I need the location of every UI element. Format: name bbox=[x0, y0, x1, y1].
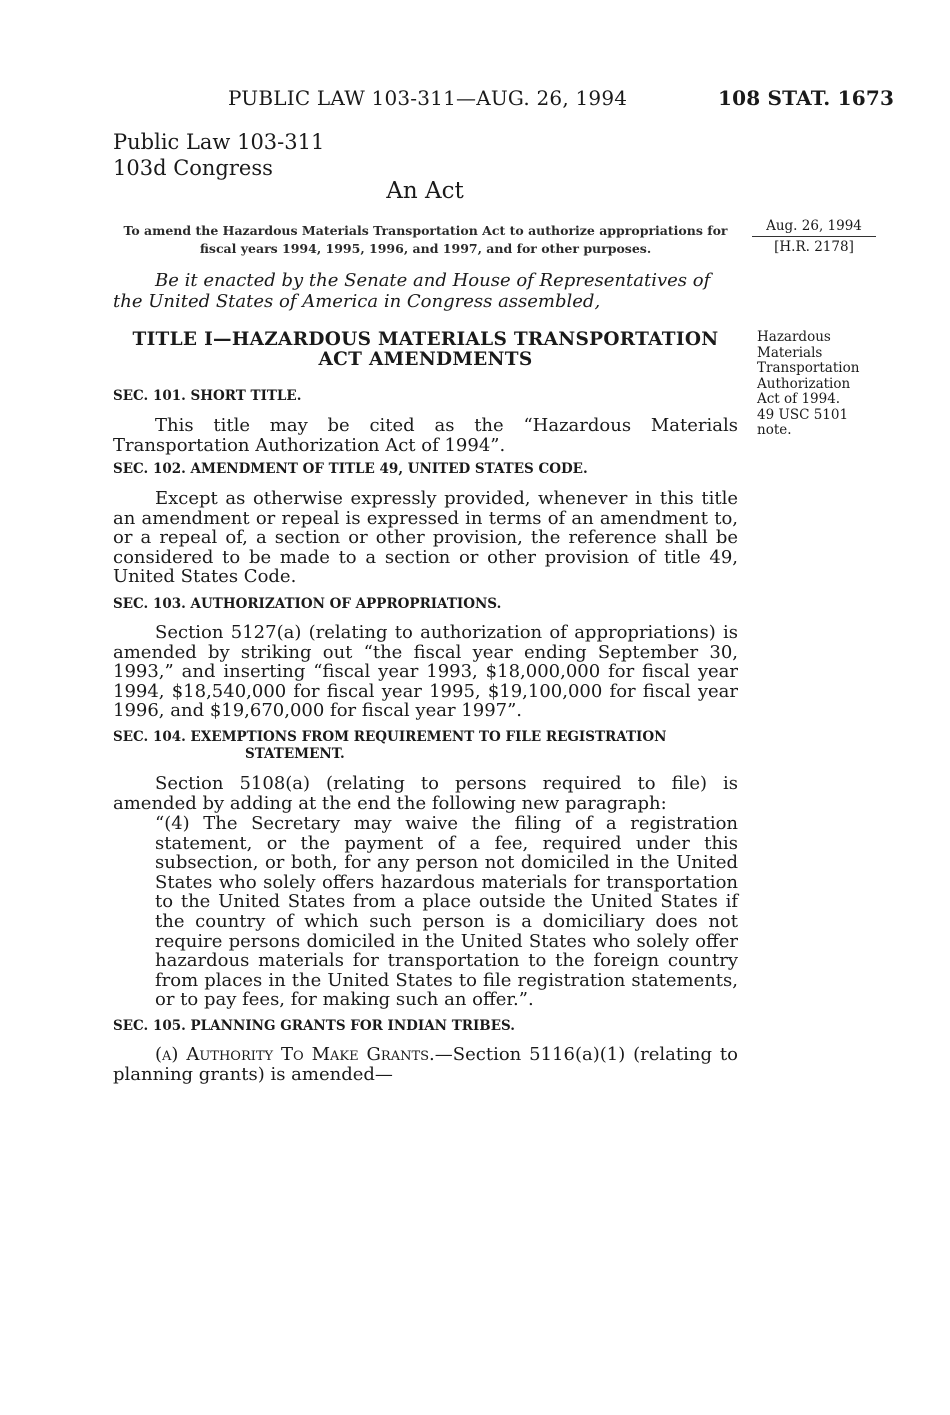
margin-divider bbox=[752, 236, 876, 237]
title-heading-line1: TITLE I—HAZARDOUS MATERIALS TRANSPORTATION bbox=[132, 329, 719, 350]
margin-date-block bbox=[752, 217, 876, 256]
margin-note-line: Transportation bbox=[757, 360, 860, 376]
section-heading-104: SEC. 104. EXEMPTIONS FROM REQUIREMENT TO FILE REGISTRATION STATEMENT. bbox=[113, 729, 667, 762]
section-quote-104: “(4) The Secretary may waive the filing of a registration statement, or the payment of a fee, required under this subsection, or both, for any person not domiciled in the United States who solely offers hazardous materials for transportation to the United States from a place outside the United States if the country of which such person is a domiciliary does not require persons domiciled in the United States who solely offer hazardous materials for transportation to the foreign country from places in the United States to file registration statements, or to pay fees, for making such an offer.”. bbox=[155, 813, 738, 1011]
margin-note bbox=[757, 330, 877, 439]
section-heading-101: SEC. 101. SHORT TITLE. bbox=[113, 388, 302, 404]
margin-note-line: note. bbox=[757, 422, 792, 438]
margin-note-line: Act of 1994. bbox=[757, 391, 841, 407]
section-heading-103: SEC. 103. AUTHORIZATION OF APPROPRIATIONS. bbox=[113, 596, 502, 612]
act-label: An Act bbox=[386, 178, 464, 204]
act-purpose: To amend the Hazardous Materials Transportation Act to authorize appropriations for fiscal years 1994, 1995, 1996, and 1997, and for other purposes. bbox=[123, 223, 728, 256]
margin-note-line: Authorization bbox=[757, 375, 851, 392]
section-heading-102: SEC. 102. AMENDMENT OF TITLE 49, UNITED STATES CODE. bbox=[113, 461, 588, 477]
margin-note-line: Materials bbox=[757, 344, 823, 361]
congress-label: 103d Congress bbox=[113, 156, 273, 180]
subsection-text: —Section 5116(a)(1) (relating to planning grants) is amended— bbox=[113, 1044, 738, 1085]
running-header-stat: 108 STAT. 1673 bbox=[718, 86, 895, 110]
title-heading-line2: ACT AMENDMENTS bbox=[318, 349, 533, 370]
section-heading-105: SEC. 105. PLANNING GRANTS FOR INDIAN TRIBES. bbox=[113, 1018, 515, 1034]
margin-note-line: 49 USC 5101 bbox=[757, 406, 849, 423]
enacting-clause: Be it enacted by the Senate and House of Representatives of the United States of America in Congress assembled, bbox=[113, 270, 711, 312]
margin-note-line: Hazardous bbox=[757, 329, 831, 345]
section-text-101: This title may be cited as the “Hazardous Materials Transportation Authorization Act of 1994”. bbox=[113, 415, 738, 456]
section-text-103: Section 5127(a) (relating to authorization of appropriations) is amended by striking out “the fiscal year ending September 30, 1993,” and inserting “fiscal year 1993, $18,000,000 for fiscal year 1994, $18,540,000 for fiscal year 1995, $19,100,000 for fiscal year 1996, and $19,670,000 for fiscal year 1997”. bbox=[113, 622, 738, 722]
section-text-102: Except as otherwise expressly provided, whenever in this title an amendment or repeal is expressed in terms of an amendment to, or a repeal of, a section or other provision, the reference shall be considered to be made to a section or other provision of title 49, United States Code. bbox=[113, 488, 738, 588]
section-text-104: Section 5108(a) (relating to persons required to file) is amended by adding at the end the following new paragraph: bbox=[113, 773, 738, 814]
margin-date: Aug. 26, 1994 bbox=[766, 218, 862, 234]
running-header-law: PUBLIC LAW 103-311—AUG. 26, 1994 bbox=[228, 86, 628, 110]
public-law-number: Public Law 103-311 bbox=[113, 130, 325, 154]
margin-bill-number: [H.R. 2178] bbox=[774, 239, 854, 255]
title-heading bbox=[113, 330, 738, 370]
subsection-heading: (a) Authority To Make Grants. bbox=[155, 1044, 435, 1065]
section-text-105 bbox=[113, 1045, 738, 1084]
